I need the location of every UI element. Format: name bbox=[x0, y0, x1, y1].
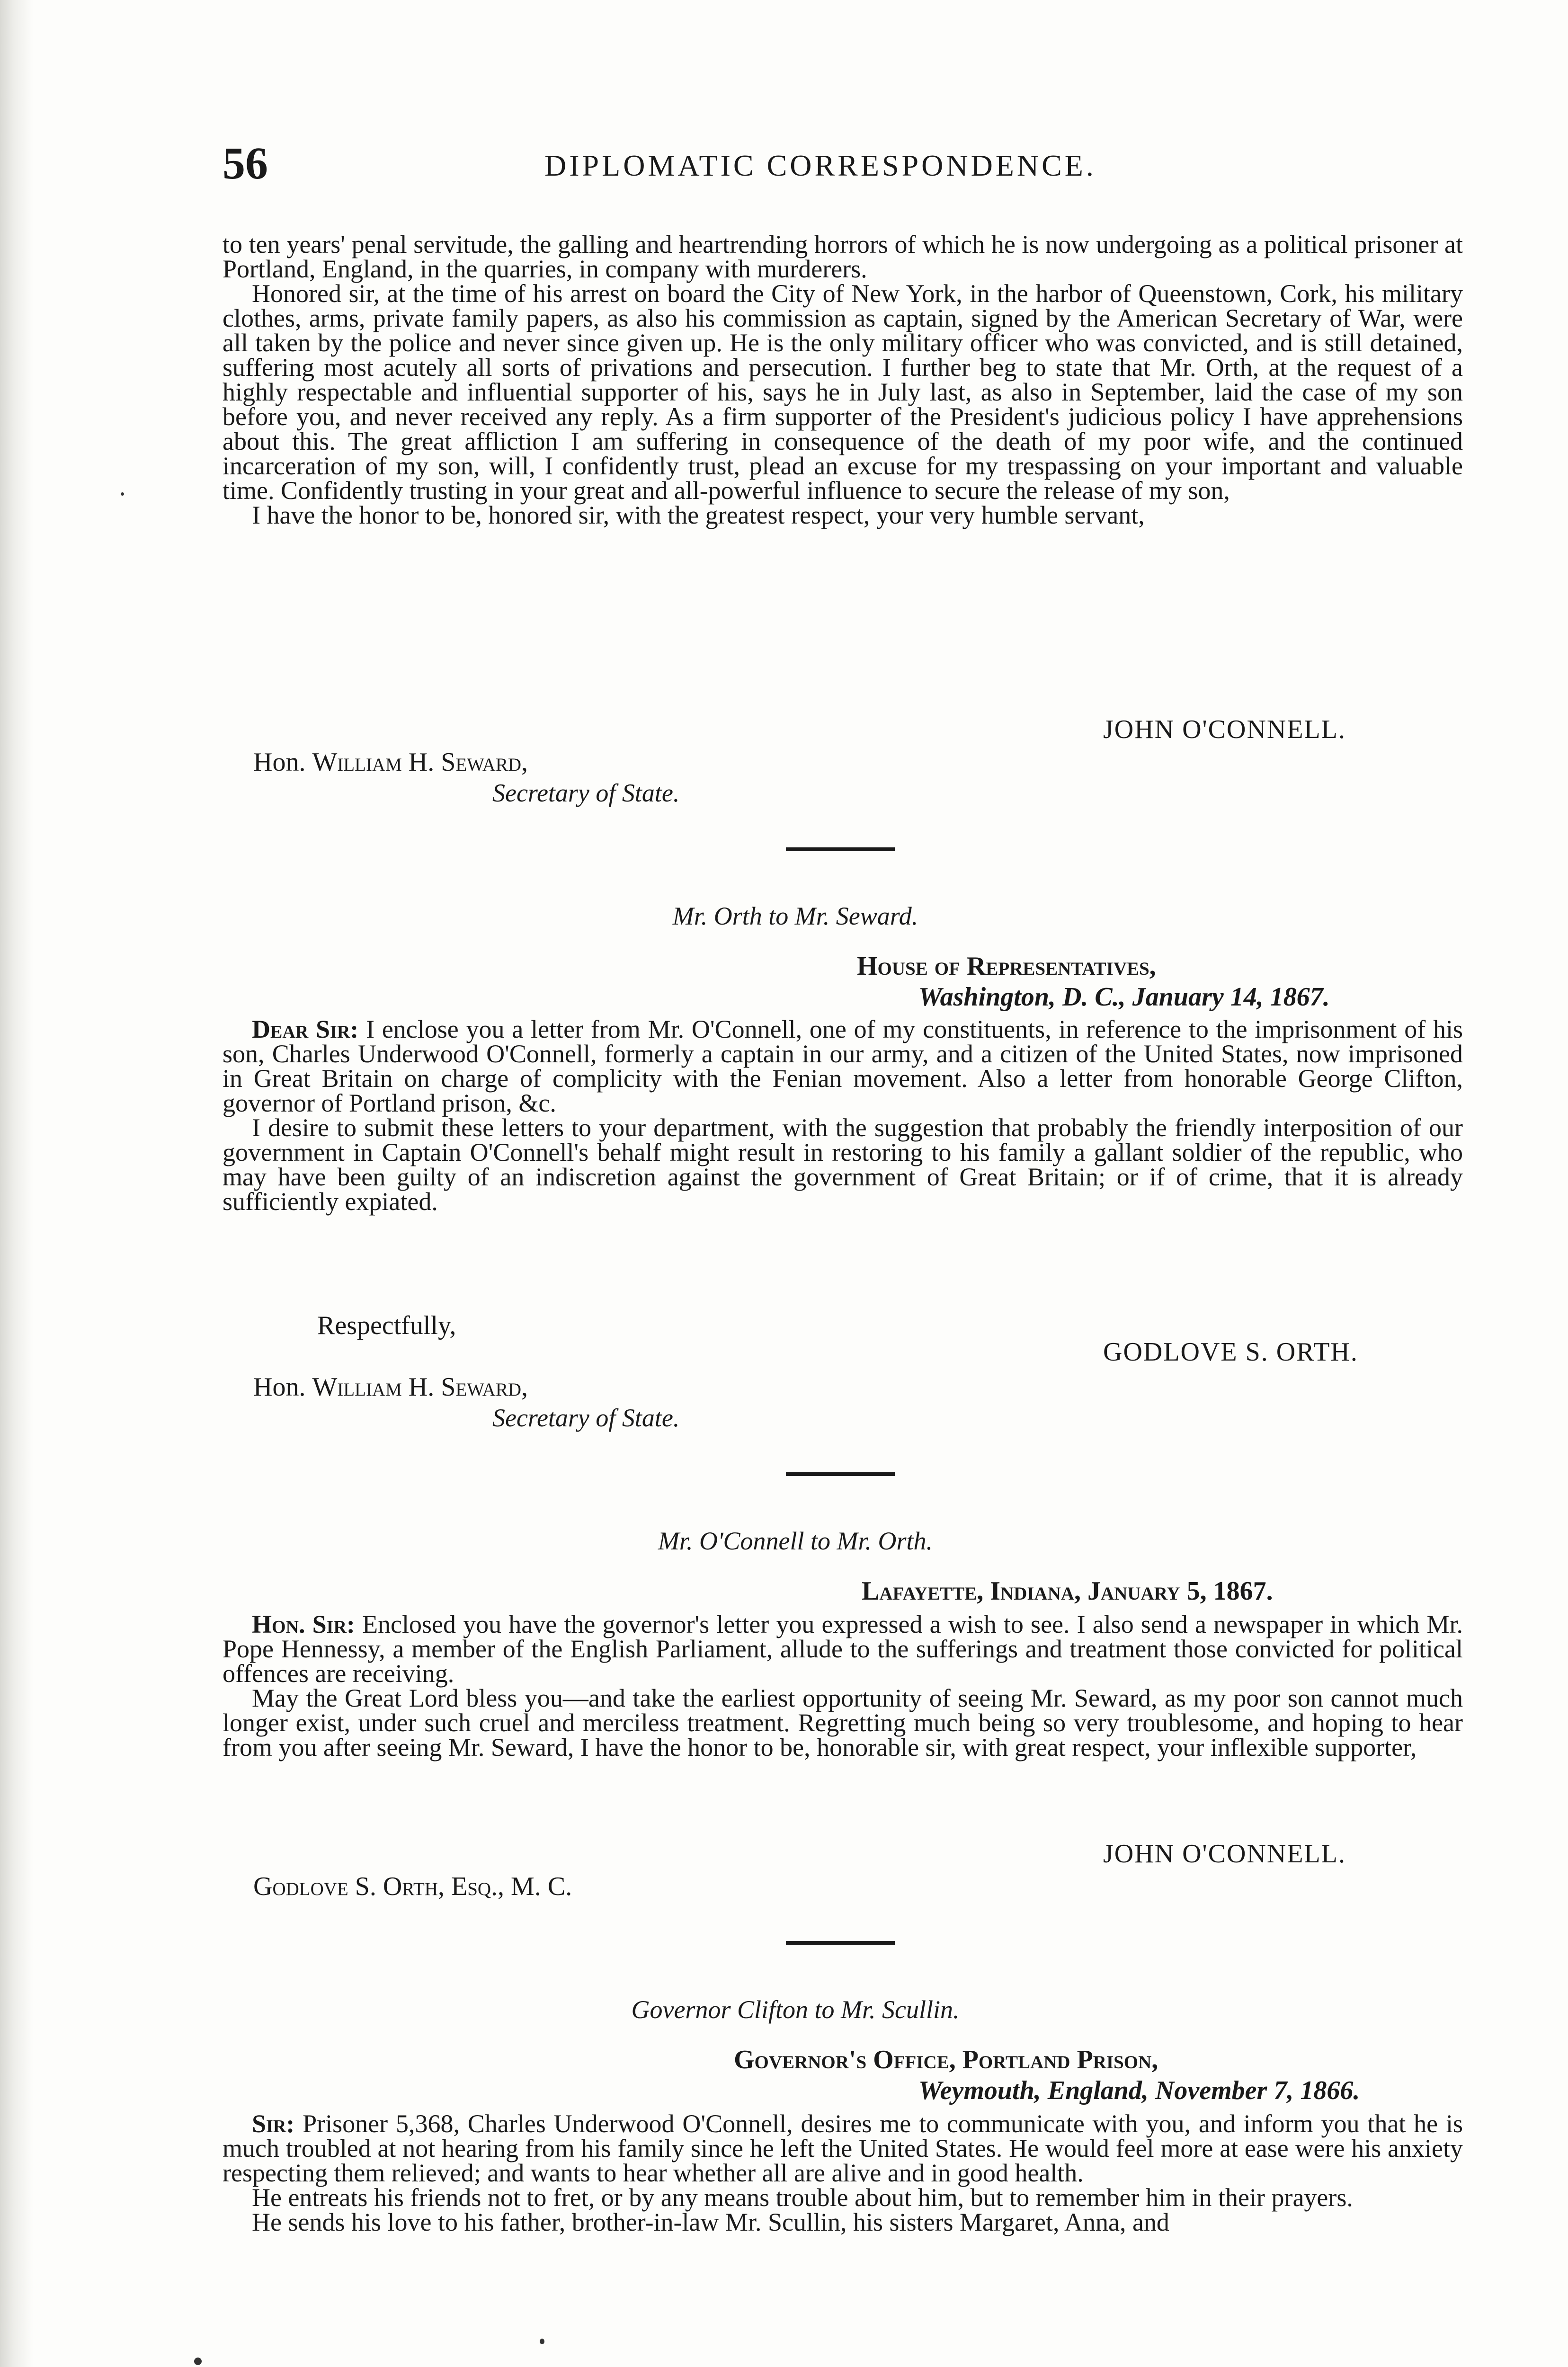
dateline-date: Washington, D. C., January 14, 1867. bbox=[918, 982, 1330, 1012]
dateline-date: Weymouth, England, November 7, 1866. bbox=[918, 2076, 1360, 2105]
scan-speck bbox=[194, 2358, 202, 2365]
section-divider bbox=[786, 847, 895, 851]
letter1-addressee bbox=[253, 748, 528, 776]
letter4-body bbox=[223, 2111, 1463, 2234]
addressee-prefix: Hon. bbox=[253, 747, 306, 777]
section-divider bbox=[786, 1941, 895, 1945]
dateline-place: House of Representatives, bbox=[857, 952, 1156, 981]
addressee-name: William H. Seward, bbox=[312, 1372, 528, 1402]
letter2-dateline-place bbox=[857, 952, 1156, 981]
scan-speck bbox=[121, 492, 124, 496]
scan-speck bbox=[540, 2339, 544, 2344]
letter1-paragraph: to ten years' penal servitude, the galling and heartrending horrors of which he is now undergoing as a political prisoner at Portland, England, in the quarries, in company with murderers. bbox=[223, 230, 1463, 283]
addressee-name: Godlove S. Orth, Esq., M. C. bbox=[253, 1872, 572, 1901]
letter4-paragraph: He entreats his friends not to fret, or by any means trouble about him, but to remember him in their prayers. bbox=[252, 2183, 1353, 2212]
page-header bbox=[223, 137, 1444, 189]
letter1-paragraph: I have the honor to be, honored sir, with the greatest respect, your very humble servant, bbox=[252, 501, 1145, 529]
letter3-paragraph: May the Great Lord bless you—and take the earliest opportunity of seeing Mr. Seward, as my poor son cannot much longer exist, under such cruel and merciless treatment. Regretting much being so very troublesome, and hoping to hear from you after seeing Mr. Seward, I have the honor to be, honorable sir, with great respect, your inflexible supporter, bbox=[223, 1684, 1463, 1762]
addressee-prefix: Hon. bbox=[253, 1372, 306, 1402]
letter1-signature: JOHN O'CONNELL. bbox=[1103, 715, 1346, 744]
letter2-paragraph: I desire to submit these letters to your department, with the suggestion that probably the friendly interposition of our government in Captain O'Connell's behalf might result in restoring to his family a gallant soldier of the republic, who may have been guilty of an indiscretion against the government of Great Britain; or if of crime, that it is already sufficiently expiated. bbox=[223, 1113, 1463, 1216]
page-number: 56 bbox=[223, 138, 268, 188]
letter3-addressee bbox=[253, 1872, 572, 1901]
letter4-paragraph-1 bbox=[223, 2111, 1463, 2185]
letter4-dateline-place bbox=[734, 2045, 1158, 2074]
binding-margin bbox=[0, 0, 33, 2367]
dateline-place: Governor's Office, Portland Prison, bbox=[734, 2045, 1158, 2074]
letter2-addressee bbox=[253, 1373, 528, 1401]
letter1-paragraph: Honored sir, at the time of his arrest on board the City of New York, in the harbor of Queenstown, Cork, his military clothes, arms, private family papers, as also his commission as captain, signed by the American Secretary of War, were all taken by the police and never since given up. He is the only military officer who was convicted, and is still detained, suffering most acutely all sorts of privations and persecution. I further beg to state that Mr. Orth, at the request of a highly respectable and influential supporter of his, says he in July last, as also in September, laid the case of my son before you, and never received any reply. As a firm supporter of the President's judicious policy I have apprehensions about this. The great affliction I am suffering in consequence of the death of my poor wife, and the continued incarceration of my son, will, I confidently trust, plead an excuse for my trespassing on your important and valuable time. Confidently trusting in your great and all-powerful influence to secure the release of my son, bbox=[223, 279, 1463, 505]
letter2-dateline-date bbox=[918, 982, 1330, 1012]
addressee-name: William H. Seward, bbox=[312, 747, 528, 777]
letter3-signature: JOHN O'CONNELL. bbox=[1103, 1839, 1346, 1869]
letter2-salutation: Dear Sir: bbox=[252, 1015, 359, 1043]
dateline-text: Lafayette, Indiana, January 5, 1867. bbox=[862, 1576, 1273, 1606]
letter2-body bbox=[223, 1017, 1463, 1214]
letter4-salutation: Sir: bbox=[252, 2109, 295, 2138]
letter3-salutation: Hon. Sir: bbox=[252, 1610, 355, 1638]
letter2-title: Mr. Orth to Mr. Seward. bbox=[672, 902, 918, 930]
letter4-title: Governor Clifton to Mr. Scullin. bbox=[631, 1995, 960, 2024]
letter4-paragraph-text: Prisoner 5,368, Charles Underwood O'Connell, desires me to communicate with you, and inform you that he is much troubled at not hearing from his family since he left the United States. He would feel more at ease were his anxiety respecting them relieved; and wants to hear whether all are alive and in good health. bbox=[223, 2109, 1463, 2187]
letter2-addressee-title: Secretary of State. bbox=[492, 1404, 680, 1432]
letter3-paragraph-text: Enclosed you have the governor's letter you expressed a wish to see. I also send a newspaper in which Mr. Pope Hennessy, a member of the English Parliament, allude to the sufferings and treatment those convicted for political offences are receiving. bbox=[223, 1610, 1463, 1688]
section-divider bbox=[786, 1472, 895, 1476]
letter3-body bbox=[223, 1612, 1463, 1760]
letter2-signature: GODLOVE S. ORTH. bbox=[1103, 1337, 1358, 1367]
letter3-paragraph-1 bbox=[223, 1612, 1463, 1686]
letter1-addressee-title: Secretary of State. bbox=[492, 779, 680, 807]
letter4-dateline-date bbox=[918, 2076, 1360, 2105]
letter2-paragraph-1 bbox=[223, 1017, 1463, 1115]
letter1-body bbox=[223, 232, 1463, 527]
letter2-closing: Respectfully, bbox=[317, 1311, 456, 1340]
letter2-paragraph-text: I enclose you a letter from Mr. O'Connell, one of my constituents, in reference to the imprisonment of his son, Charles Underwood O'Connell, formerly a captain in our army, and a citizen of the United States, now imprisoned in Great Britain on charge of complicity with the Fenian movement. Also a letter from honorable George Clifton, governor of Portland prison, &c. bbox=[223, 1015, 1463, 1117]
letter3-dateline bbox=[862, 1576, 1273, 1606]
letter3-title: Mr. O'Connell to Mr. Orth. bbox=[658, 1527, 933, 1555]
letter4-paragraph: He sends his love to his father, brother-in-law Mr. Scullin, his sisters Margaret, Anna, and bbox=[252, 2208, 1169, 2236]
running-title: DIPLOMATIC CORRESPONDENCE. bbox=[544, 149, 1096, 182]
